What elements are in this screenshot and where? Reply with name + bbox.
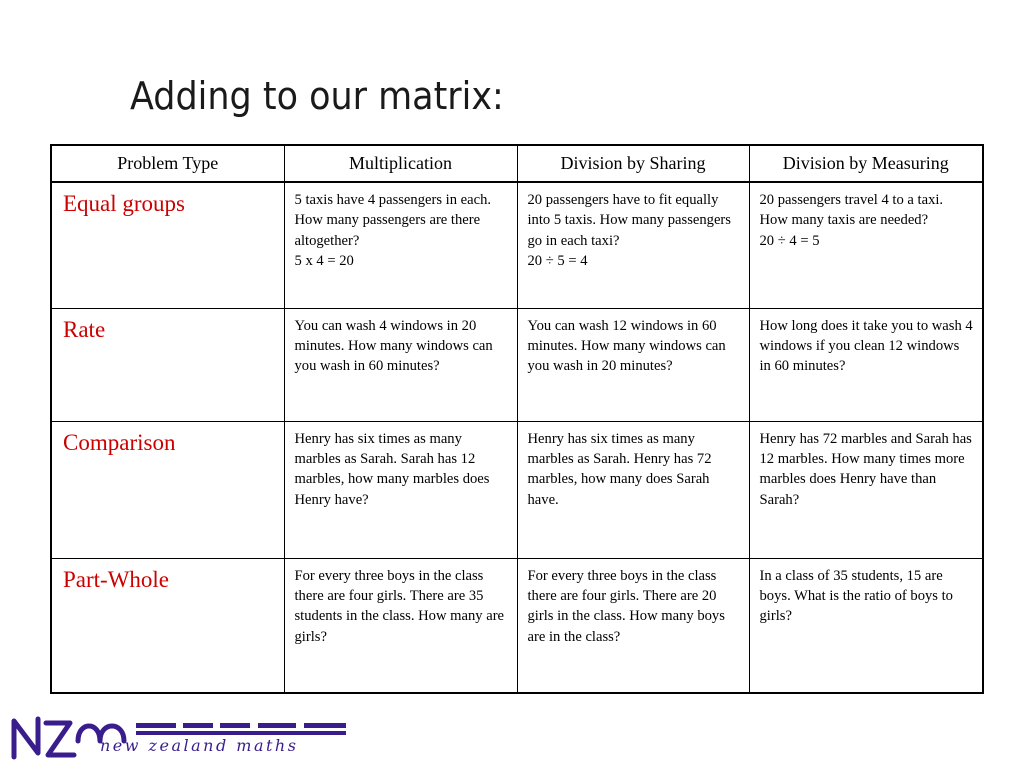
cell-division-measuring [749,308,983,421]
problem-type-equal-groups: Equal groups [51,182,284,308]
cell-equation: 5 x 4 = 20 [294,253,354,270]
table-row-part-whole [51,558,983,693]
nzmaths-logo [8,711,353,763]
cell-line: How long does it take you to wash 4 windows if you clean 12 windows in 60 minutes? [759,317,973,375]
cell-line: You can wash 4 windows in 20 minutes. How many windows can you wash in 60 minutes? [294,317,493,375]
problem-type-comparison: Comparison [51,421,284,558]
cell-line: Henry has 72 marbles and Sarah has 12 marbles. How many times more marbles does Henry have than Sarah? [759,430,972,508]
cell-line: For every three boys in the class there are four girls. There are 20 girls in the class. How many boys are in the class? [527,567,725,645]
cell-division-measuring [749,421,983,558]
cell-multiplication [284,421,517,558]
cell-division-sharing [517,308,749,421]
header-division-measuring: Division by Measuring [749,145,983,182]
cell-equation: 20 ÷ 4 = 5 [759,232,820,249]
cell-division-measuring [749,182,983,308]
cell-multiplication [284,558,517,693]
cell-line: How many passengers are there altogether? [294,212,481,249]
cell-division-sharing [517,421,749,558]
cell-line: Henry has six times as many marbles as Sarah. Sarah has 12 marbles, how many marbles does Henry have? [294,430,490,508]
cell-line: 20 passengers travel 4 to a taxi. How many taxis are needed? [759,192,944,229]
cell-line: You can wash 12 windows in 60 minutes. How many windows can you wash in 20 minutes? [527,317,726,375]
cell-multiplication [284,308,517,421]
nzmaths-subtitle: new zealand maths [100,736,299,755]
slide-title: Adding to our matrix: [130,74,504,118]
table-row-rate [51,308,983,421]
header-multiplication: Multiplication [284,145,517,182]
cell-division-sharing [517,558,749,693]
problem-type-rate: Rate [51,308,284,421]
table-row-comparison [51,421,983,558]
cell-equation: 20 ÷ 5 = 4 [527,253,588,270]
maths-letters-icon [136,723,346,735]
problem-type-part-whole: Part-Whole [51,558,284,693]
header-division-sharing: Division by Sharing [517,145,749,182]
cell-line: For every three boys in the class there are four girls. There are 35 students in the class. How many are girls? [294,567,505,645]
cell-division-sharing [517,182,749,308]
cell-line: 5 taxis have 4 passengers in each. [294,192,492,208]
header-problem-type: Problem Type [51,145,284,182]
cell-division-measuring [749,558,983,693]
cell-line: 20 passengers have to fit equally into 5 taxis. How many passengers go in each taxi? [527,192,731,249]
cell-line: In a class of 35 students, 15 are boys. What is the ratio of boys to girls? [759,567,953,625]
header-row [51,145,983,182]
problem-type-matrix [50,144,984,694]
cell-multiplication [284,182,517,308]
table-row-equal-groups [51,182,983,308]
cell-line: Henry has six times as many marbles as Sarah. Henry has 72 marbles, how many does Sarah have. [527,430,712,508]
